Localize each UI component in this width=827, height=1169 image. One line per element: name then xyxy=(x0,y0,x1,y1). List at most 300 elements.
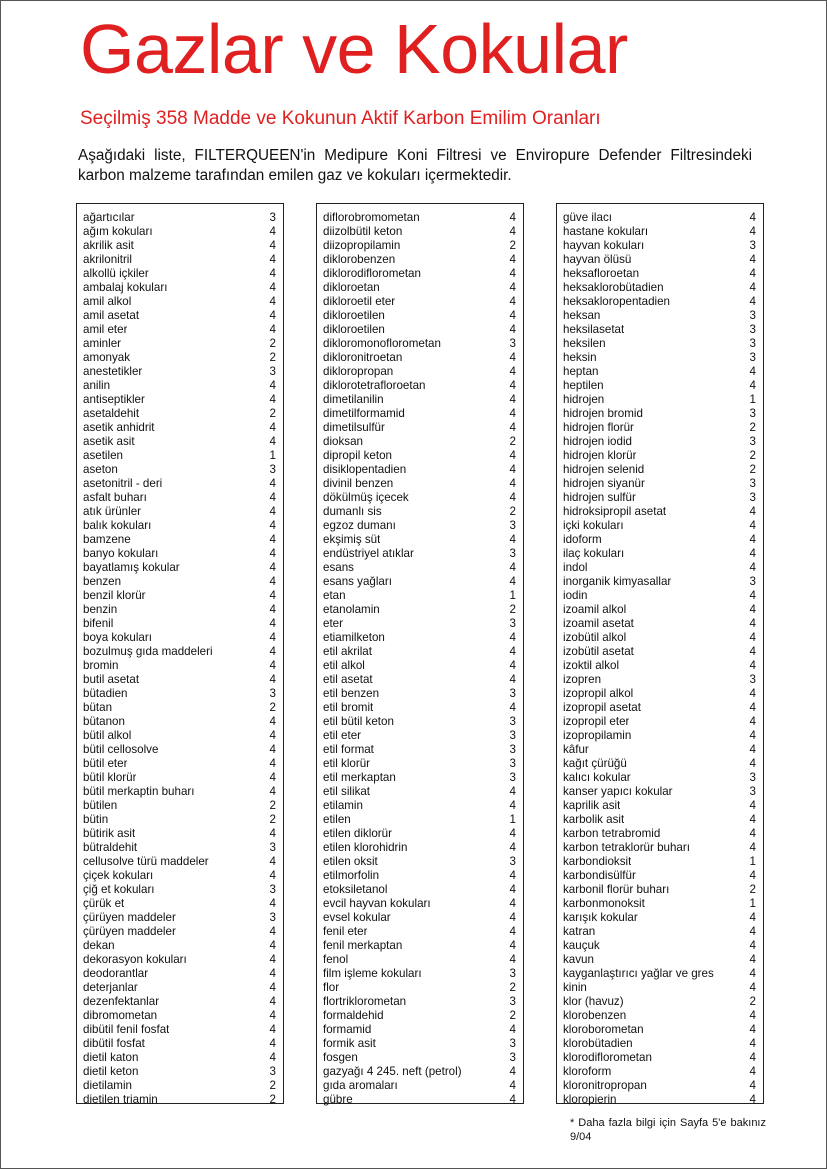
list-item xyxy=(323,379,517,393)
list-item xyxy=(83,253,277,267)
substance-name: bütil eter xyxy=(83,757,128,770)
absorption-rating: 4 xyxy=(509,827,516,840)
absorption-rating: 4 xyxy=(509,1023,516,1036)
absorption-rating: 4 xyxy=(269,477,276,490)
list-item xyxy=(323,519,517,533)
absorption-rating: 4 xyxy=(509,575,516,588)
substance-name: amil eter xyxy=(83,323,128,336)
absorption-rating: 4 xyxy=(749,589,756,602)
substance-name: antiseptikler xyxy=(83,393,145,406)
list-item xyxy=(83,771,277,785)
substance-name: asetaldehit xyxy=(83,407,140,420)
absorption-rating: 4 xyxy=(749,1079,756,1092)
absorption-rating: 4 xyxy=(749,799,756,812)
absorption-rating: 4 xyxy=(269,309,276,322)
list-item xyxy=(323,211,517,225)
list-item xyxy=(83,1037,277,1051)
list-item xyxy=(83,477,277,491)
absorption-rating: 3 xyxy=(509,743,516,756)
absorption-rating: 3 xyxy=(269,841,276,854)
list-item xyxy=(83,491,277,505)
absorption-rating: 4 xyxy=(269,981,276,994)
substance-name: akrilonitril xyxy=(83,253,132,266)
substance-name: etil akrilat xyxy=(323,645,372,658)
substance-name: dökülmüş içecek xyxy=(323,491,409,504)
substance-name: ilaç kokuları xyxy=(563,547,625,560)
list-item xyxy=(83,281,277,295)
absorption-rating: 4 xyxy=(749,505,756,518)
substance-name: izopropil asetat xyxy=(563,701,641,714)
absorption-rating: 4 xyxy=(749,715,756,728)
absorption-rating: 4 xyxy=(269,855,276,868)
list-item xyxy=(83,463,277,477)
list-item xyxy=(83,925,277,939)
substance-name: benzin xyxy=(83,603,118,616)
substance-name: ekşimiş süt xyxy=(323,533,381,546)
absorption-rating: 3 xyxy=(509,729,516,742)
absorption-rating: 4 xyxy=(749,1009,756,1022)
absorption-rating: 4 xyxy=(509,309,516,322)
list-item xyxy=(563,449,757,463)
substance-name: dibütil fenil fosfat xyxy=(83,1023,170,1036)
substance-name: heksafloroetan xyxy=(563,267,640,280)
absorption-rating: 4 xyxy=(269,603,276,616)
substance-name: amonyak xyxy=(83,351,131,364)
absorption-rating: 3 xyxy=(749,785,756,798)
absorption-rating: 3 xyxy=(749,673,756,686)
absorption-rating: 4 xyxy=(509,645,516,658)
absorption-rating: 4 xyxy=(749,911,756,924)
absorption-rating: 4 xyxy=(509,295,516,308)
substance-name: etiamilketon xyxy=(323,631,385,644)
absorption-rating: 4 xyxy=(269,239,276,252)
absorption-rating: 1 xyxy=(509,813,516,826)
absorption-rating: 4 xyxy=(749,813,756,826)
list-item xyxy=(83,435,277,449)
list-item xyxy=(83,309,277,323)
substance-name: kauçuk xyxy=(563,939,600,952)
substance-name: eter xyxy=(323,617,343,630)
absorption-rating: 3 xyxy=(269,365,276,378)
list-item xyxy=(563,799,757,813)
substance-name: karbolik asit xyxy=(563,813,625,826)
absorption-rating: 4 xyxy=(269,225,276,238)
absorption-rating: 3 xyxy=(509,967,516,980)
absorption-rating: 3 xyxy=(509,1037,516,1050)
substance-name: cellusolve türü maddeler xyxy=(83,855,209,868)
absorption-rating: 4 xyxy=(269,267,276,280)
absorption-rating: 4 xyxy=(509,561,516,574)
list-item xyxy=(323,911,517,925)
substance-name: heksan xyxy=(563,309,601,322)
list-item xyxy=(83,953,277,967)
absorption-rating: 3 xyxy=(749,477,756,490)
absorption-rating: 3 xyxy=(749,575,756,588)
list-item xyxy=(83,785,277,799)
absorption-rating: 3 xyxy=(749,435,756,448)
substance-name: heksaklorobütadien xyxy=(563,281,664,294)
substance-name: klorobenzen xyxy=(563,1009,627,1022)
list-item xyxy=(323,729,517,743)
substance-name: izopropil eter xyxy=(563,715,630,728)
absorption-rating: 4 xyxy=(509,351,516,364)
substance-name: karbon tetraklorür buharı xyxy=(563,841,690,854)
absorption-rating: 4 xyxy=(509,1093,516,1106)
absorption-rating: 4 xyxy=(749,533,756,546)
absorption-rating: 4 xyxy=(269,645,276,658)
absorption-rating: 2 xyxy=(269,407,276,420)
list-item xyxy=(563,281,757,295)
absorption-rating: 2 xyxy=(509,505,516,518)
substance-name: etilamin xyxy=(323,799,363,812)
absorption-rating: 4 xyxy=(749,757,756,770)
substance-name: dimetilformamid xyxy=(323,407,405,420)
list-item xyxy=(83,715,277,729)
absorption-rating: 3 xyxy=(269,883,276,896)
list-item xyxy=(83,547,277,561)
list-item xyxy=(83,911,277,925)
list-item xyxy=(563,435,757,449)
substance-name: diizopropilamin xyxy=(323,239,401,252)
substance-name: hayvan ölüsü xyxy=(563,253,632,266)
absorption-rating: 4 xyxy=(269,589,276,602)
list-item xyxy=(323,659,517,673)
absorption-rating: 4 xyxy=(749,743,756,756)
list-item xyxy=(323,323,517,337)
substance-name: hidrojen xyxy=(563,393,605,406)
absorption-rating: 4 xyxy=(269,715,276,728)
substance-name: dimetilanilin xyxy=(323,393,384,406)
list-item xyxy=(323,463,517,477)
absorption-rating: 4 xyxy=(749,981,756,994)
list-item xyxy=(323,239,517,253)
absorption-rating: 4 xyxy=(749,925,756,938)
list-item xyxy=(323,645,517,659)
substance-name: etil asetat xyxy=(323,673,373,686)
absorption-rating: 4 xyxy=(269,1037,276,1050)
substance-name: disiklopentadien xyxy=(323,463,407,476)
substance-name: asetilen xyxy=(83,449,123,462)
substance-name: izobütil alkol xyxy=(563,631,627,644)
absorption-rating: 2 xyxy=(749,883,756,896)
substance-name: karbonil florür buharı xyxy=(563,883,670,896)
list-item xyxy=(83,1079,277,1093)
substance-name: etilen diklorür xyxy=(323,827,392,840)
list-item xyxy=(83,645,277,659)
substance-name: heksin xyxy=(563,351,597,364)
substance-name: izoamil alkol xyxy=(563,603,627,616)
list-item xyxy=(323,1093,517,1107)
list-item xyxy=(323,533,517,547)
substance-name: dikloropropan xyxy=(323,365,394,378)
substance-name: kâfur xyxy=(563,743,589,756)
absorption-rating: 4 xyxy=(749,617,756,630)
substance-name: etanolamin xyxy=(323,603,380,616)
absorption-rating: 4 xyxy=(749,547,756,560)
substance-name: fenil eter xyxy=(323,925,368,938)
substance-name: etoksiletanol xyxy=(323,883,388,896)
absorption-rating: 4 xyxy=(509,365,516,378)
list-item xyxy=(563,785,757,799)
substance-name: flor xyxy=(323,981,340,994)
absorption-rating: 4 xyxy=(509,925,516,938)
list-item xyxy=(83,211,277,225)
absorption-rating: 3 xyxy=(269,911,276,924)
substance-name: kaprilik asit xyxy=(563,799,621,812)
absorption-rating: 3 xyxy=(509,617,516,630)
list-item xyxy=(83,939,277,953)
list-item xyxy=(323,253,517,267)
substance-name: evcil hayvan kokuları xyxy=(323,897,431,910)
substance-name: hidrojen bromid xyxy=(563,407,643,420)
list-item xyxy=(563,827,757,841)
substance-name: etil bromit xyxy=(323,701,374,714)
substance-name: etil merkaptan xyxy=(323,771,396,784)
list-item xyxy=(563,463,757,477)
substance-name: dipropil keton xyxy=(323,449,392,462)
substance-name: deodorantlar xyxy=(83,967,149,980)
substance-name: çürüyen maddeler xyxy=(83,925,176,938)
substance-name: bütirik asit xyxy=(83,827,136,840)
substance-name: hidrojen siyanür xyxy=(563,477,645,490)
list-item xyxy=(83,995,277,1009)
absorption-rating: 3 xyxy=(269,211,276,224)
list-item xyxy=(563,379,757,393)
absorption-rating: 4 xyxy=(749,841,756,854)
substance-name: bütil cellosolve xyxy=(83,743,159,756)
substance-name: diklorotetrafloroetan xyxy=(323,379,426,392)
list-item xyxy=(83,897,277,911)
substance-name: karbonmonoksit xyxy=(563,897,645,910)
list-item xyxy=(563,561,757,575)
list-item xyxy=(563,715,757,729)
substance-name: diklorodiflorometan xyxy=(323,267,421,280)
absorption-rating: 3 xyxy=(749,323,756,336)
list-item xyxy=(563,617,757,631)
substance-name: ağım kokuları xyxy=(83,225,153,238)
absorption-rating: 4 xyxy=(749,967,756,980)
list-item xyxy=(563,995,757,1009)
list-item xyxy=(83,757,277,771)
substance-name: evsel kokular xyxy=(323,911,391,924)
absorption-rating: 3 xyxy=(749,491,756,504)
list-item xyxy=(323,561,517,575)
substance-name: izopren xyxy=(563,673,602,686)
absorption-rating: 4 xyxy=(509,1079,516,1092)
substance-name: alkollü içkiler xyxy=(83,267,149,280)
substance-name: izobütil asetat xyxy=(563,645,634,658)
substance-name: etilen klorohidrin xyxy=(323,841,408,854)
list-item xyxy=(563,225,757,239)
list-item xyxy=(323,981,517,995)
absorption-rating: 4 xyxy=(749,281,756,294)
absorption-rating: 4 xyxy=(269,925,276,938)
substance-name: amil alkol xyxy=(83,295,132,308)
absorption-rating: 3 xyxy=(269,1065,276,1078)
list-item xyxy=(563,869,757,883)
list-item xyxy=(563,1009,757,1023)
substance-name: endüstriyel atıklar xyxy=(323,547,414,560)
absorption-rating: 4 xyxy=(749,603,756,616)
absorption-rating: 3 xyxy=(509,855,516,868)
list-item xyxy=(323,869,517,883)
list-item xyxy=(83,1065,277,1079)
absorption-rating: 4 xyxy=(269,617,276,630)
substance-name: bozulmuş gıda maddeleri xyxy=(83,645,213,658)
absorption-rating: 4 xyxy=(269,869,276,882)
absorption-rating: 2 xyxy=(749,449,756,462)
absorption-rating: 4 xyxy=(749,645,756,658)
absorption-rating: 4 xyxy=(269,505,276,518)
list-item xyxy=(83,603,277,617)
substance-name: dimetilsulfür xyxy=(323,421,385,434)
substance-name: heptan xyxy=(563,365,599,378)
list-item xyxy=(323,715,517,729)
list-item xyxy=(323,295,517,309)
list-item xyxy=(323,617,517,631)
absorption-rating: 3 xyxy=(749,239,756,252)
substance-name: kalıcı kokular xyxy=(563,771,631,784)
list-item xyxy=(83,869,277,883)
absorption-rating: 3 xyxy=(749,407,756,420)
absorption-rating: 4 xyxy=(749,379,756,392)
absorption-rating: 4 xyxy=(269,757,276,770)
absorption-rating: 2 xyxy=(269,351,276,364)
list-item xyxy=(83,225,277,239)
substance-name: asetonitril - deri xyxy=(83,477,163,490)
substance-name: diflorobromometan xyxy=(323,211,420,224)
absorption-rating: 4 xyxy=(269,743,276,756)
substance-column-2 xyxy=(316,203,524,1104)
list-item xyxy=(323,1065,517,1079)
list-item xyxy=(563,841,757,855)
list-item xyxy=(323,1023,517,1037)
substance-name: benzen xyxy=(83,575,122,588)
list-item xyxy=(83,827,277,841)
list-item xyxy=(563,939,757,953)
list-item xyxy=(563,883,757,897)
substance-name: film işleme kokuları xyxy=(323,967,422,980)
substance-name: kinin xyxy=(563,981,587,994)
substance-name: etil klorür xyxy=(323,757,371,770)
substance-name: izoktil alkol xyxy=(563,659,620,672)
list-item xyxy=(323,575,517,589)
absorption-rating: 4 xyxy=(269,547,276,560)
substance-name: etil silikat xyxy=(323,785,371,798)
substance-name: heksaklоropentadien xyxy=(563,295,670,308)
absorption-rating: 4 xyxy=(269,519,276,532)
absorption-rating: 3 xyxy=(509,337,516,350)
list-item xyxy=(83,841,277,855)
absorption-rating: 2 xyxy=(509,1009,516,1022)
absorption-rating: 4 xyxy=(509,281,516,294)
substance-name: dikloroetil eter xyxy=(323,295,396,308)
absorption-rating: 4 xyxy=(749,1023,756,1036)
list-item xyxy=(83,561,277,575)
substance-name: ambalaj kokuları xyxy=(83,281,168,294)
substance-name: izoamil asetat xyxy=(563,617,634,630)
list-item xyxy=(323,589,517,603)
substance-name: çiğ et kokuları xyxy=(83,883,155,896)
substance-name: bütraldehit xyxy=(83,841,138,854)
absorption-rating: 4 xyxy=(749,1051,756,1064)
absorption-rating: 4 xyxy=(269,827,276,840)
list-item xyxy=(323,757,517,771)
substance-name: asetik anhidrit xyxy=(83,421,155,434)
absorption-rating: 4 xyxy=(509,1065,516,1078)
substance-name: asfalt buharı xyxy=(83,491,147,504)
absorption-rating: 4 xyxy=(509,379,516,392)
list-item xyxy=(563,323,757,337)
substance-name: klorobütadien xyxy=(563,1037,633,1050)
absorption-rating: 4 xyxy=(509,785,516,798)
list-item xyxy=(323,547,517,561)
substance-name: çiçek kokuları xyxy=(83,869,154,882)
list-item xyxy=(83,239,277,253)
list-item xyxy=(563,211,757,225)
absorption-rating: 3 xyxy=(269,463,276,476)
absorption-rating: 4 xyxy=(509,225,516,238)
absorption-rating: 4 xyxy=(749,939,756,952)
substance-name: boya kokuları xyxy=(83,631,152,644)
absorption-rating: 4 xyxy=(749,729,756,742)
absorption-rating: 4 xyxy=(269,939,276,952)
substance-name: güve ilacı xyxy=(563,211,612,224)
absorption-rating: 4 xyxy=(509,799,516,812)
substance-name: divinil benzen xyxy=(323,477,394,490)
substance-name: bayatlamış kokular xyxy=(83,561,180,574)
absorption-rating: 4 xyxy=(509,939,516,952)
substance-name: ağartıcılar xyxy=(83,211,135,224)
list-item xyxy=(323,631,517,645)
substance-name: bromin xyxy=(83,659,119,672)
substance-name: etil eter xyxy=(323,729,362,742)
absorption-rating: 4 xyxy=(269,897,276,910)
substance-name: bamzene xyxy=(83,533,131,546)
absorption-rating: 4 xyxy=(509,211,516,224)
absorption-rating: 2 xyxy=(509,981,516,994)
list-item xyxy=(323,897,517,911)
substance-name: idoform xyxy=(563,533,602,546)
absorption-rating: 1 xyxy=(749,897,756,910)
substance-name: çürüyen maddeler xyxy=(83,911,176,924)
absorption-rating: 4 xyxy=(269,253,276,266)
list-item xyxy=(323,1079,517,1093)
absorption-rating: 1 xyxy=(749,393,756,406)
list-item xyxy=(563,911,757,925)
absorption-rating: 4 xyxy=(749,225,756,238)
substance-name: asetik asit xyxy=(83,435,135,448)
absorption-rating: 4 xyxy=(509,883,516,896)
substance-name: inorganik kimyasallar xyxy=(563,575,672,588)
substance-name: kloroform xyxy=(563,1065,612,1078)
list-item xyxy=(563,645,757,659)
substance-name: hidrojen sulfür xyxy=(563,491,636,504)
absorption-rating: 4 xyxy=(509,897,516,910)
list-item xyxy=(83,379,277,393)
substance-name: bütil merkaptin buharı xyxy=(83,785,195,798)
list-item xyxy=(83,267,277,281)
absorption-rating: 2 xyxy=(269,337,276,350)
absorption-rating: 4 xyxy=(509,911,516,924)
list-item xyxy=(323,827,517,841)
absorption-rating: 1 xyxy=(509,589,516,602)
absorption-rating: 4 xyxy=(509,267,516,280)
list-item xyxy=(563,813,757,827)
absorption-rating: 4 xyxy=(269,379,276,392)
substance-name: deterjanlar xyxy=(83,981,138,994)
absorption-rating: 3 xyxy=(509,519,516,532)
